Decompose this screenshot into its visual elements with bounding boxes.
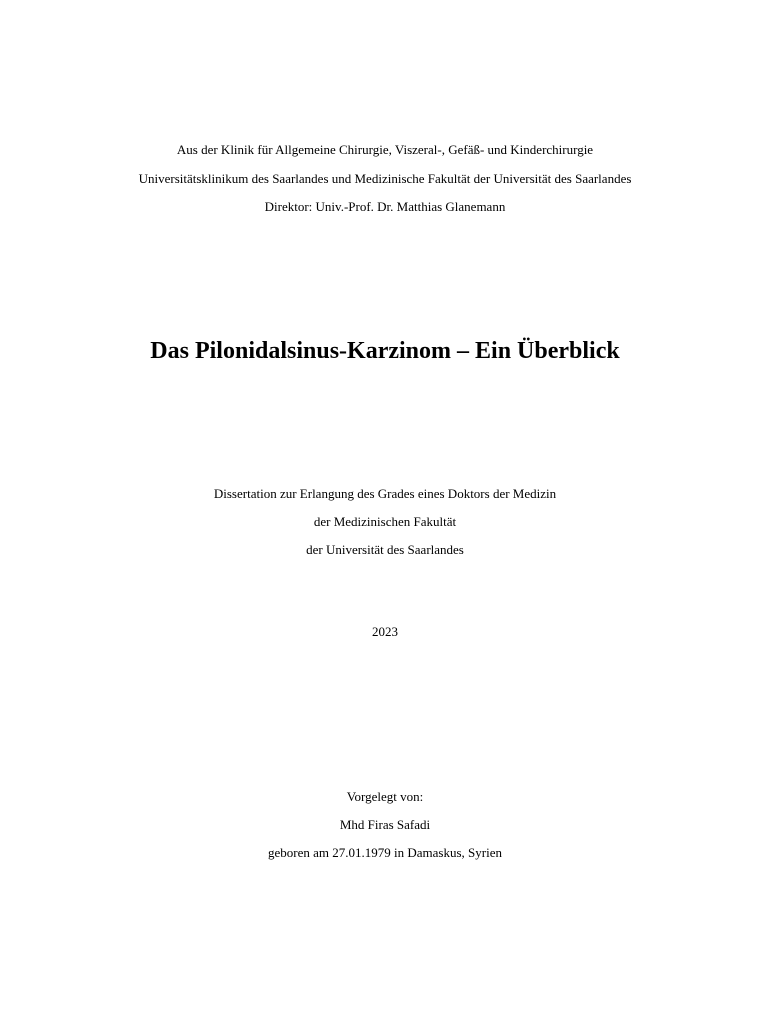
dissertation-line-1: Dissertation zur Erlangung des Grades eines Doktors der Medizin: [213, 486, 557, 501]
dissertation-line-3: der Universität des Saarlandes: [306, 542, 464, 557]
clinic-line: Aus der Klinik für Allgemeine Chirurgie, Viszeral-, Gefäß- und Kinderchirurgie: [176, 142, 594, 157]
year: 2023: [372, 624, 398, 639]
director-line: Direktor: Univ.-Prof. Dr. Matthias Glanemann: [264, 199, 506, 214]
author-birth: geboren am 27.01.1979 in Damaskus, Syrien: [268, 845, 502, 860]
institution-line: Universitätsklinikum des Saarlandes und Medizinische Fakultät der Universität des Saarlandes: [138, 171, 632, 186]
document-title: Das Pilonidalsinus-Karzinom – Ein Überblick: [150, 338, 620, 364]
author-name: Mhd Firas Safadi: [339, 817, 431, 832]
presented-by-label: Vorgelegt von:: [346, 789, 424, 804]
dissertation-line-2: der Medizinischen Fakultät: [313, 514, 457, 529]
